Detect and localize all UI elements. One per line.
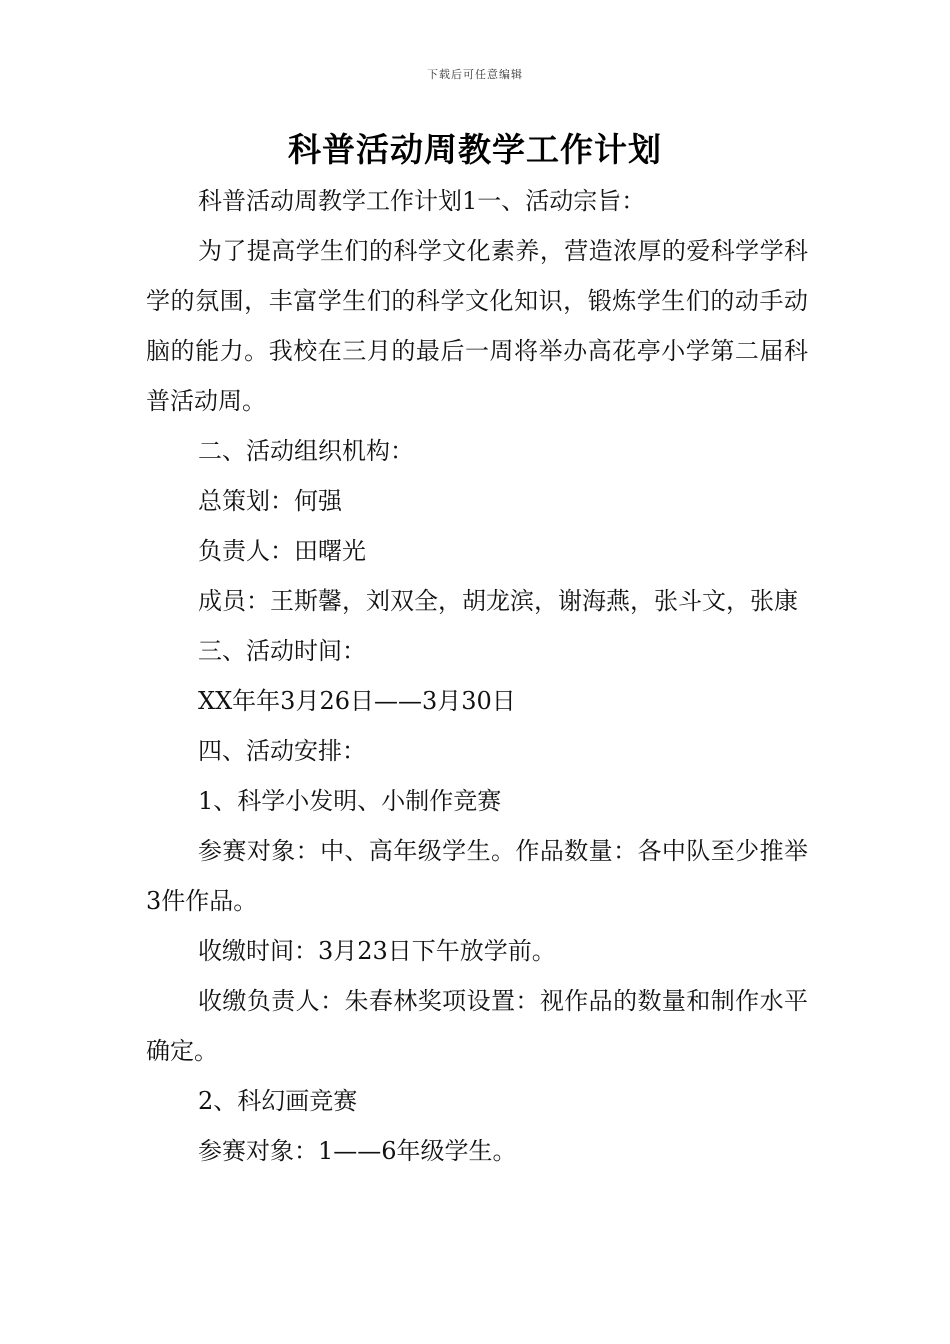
page-header-note: 下载后可任意编辑 [427, 68, 523, 81]
paragraph-intro: 科普活动周教学工作计划1一、活动宗旨： [198, 187, 646, 215]
paragraph-collection-time: 收缴时间：3月23日下午放学前。 [198, 937, 556, 965]
item-heading-scifi-drawing: 2、科幻画竞赛 [198, 1087, 358, 1115]
section-heading-organization: 二、活动组织机构： [198, 437, 414, 465]
paragraph-purpose: 为了提高学生们的科学文化素养，营造浓厚的爱科学学科学的氛围，丰富学生们的科学文化知识，锻炼学生们的动手动脑的能力。我校在三月的最后一周将举办高花亭小学第二届科普活动周。 [146, 237, 808, 415]
document-body [146, 176, 808, 1176]
section-heading-time: 三、活动时间： [198, 637, 366, 665]
document-title: 科普活动周教学工作计划 [288, 130, 662, 169]
paragraph-members: 成员：王斯馨，刘双全，胡龙滨，谢海燕，张斗文，张康 [198, 587, 798, 615]
paragraph-participants-2: 参赛对象：1——6年级学生。 [198, 1137, 517, 1165]
item-heading-invention-contest: 1、科学小发明、小制作竞赛 [198, 787, 502, 815]
paragraph-chief-planner: 总策划：何强 [198, 487, 342, 515]
paragraph-person-in-charge: 负责人：田曙光 [198, 537, 366, 565]
paragraph-collection-owner: 收缴负责人：朱春林奖项设置：视作品的数量和制作水平确定。 [146, 987, 808, 1065]
section-heading-arrangement: 四、活动安排： [198, 737, 366, 765]
paragraph-participants-1: 参赛对象：中、高年级学生。作品数量：各中队至少推举3件作品。 [146, 837, 808, 915]
paragraph-date-range: XX年年3月26日——3月30日 [198, 687, 516, 715]
